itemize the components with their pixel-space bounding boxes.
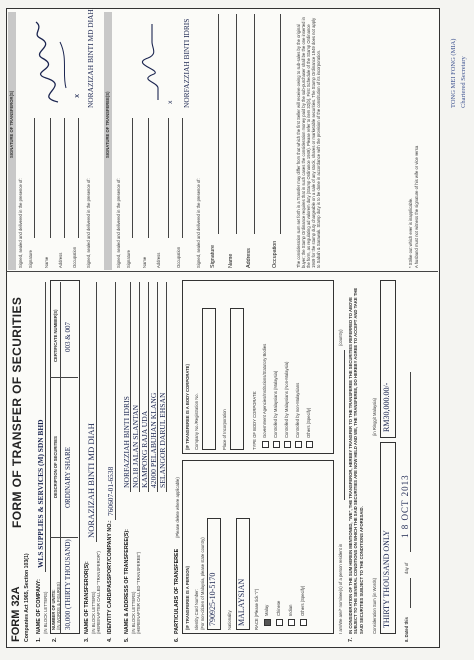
stamp-signer-name: TONG MEI FONG (MIA) — [450, 38, 457, 108]
transferor-name-value: NORAZIZAH BINTI MD DIAH — [86, 423, 96, 538]
witness-line-1 — [218, 14, 219, 234]
transferor-label: NAME OF TRANSFEROR(S): — [84, 561, 90, 634]
company-underline — [45, 282, 46, 572]
id-value: 760607-01-6538 — [106, 466, 115, 516]
company-label: NAME OF COMPANY: — [36, 579, 42, 634]
company-item-number: 1. — [36, 637, 42, 642]
units-value: 30,000 (THIRTY THOUSAND) — [64, 539, 72, 630]
transferor-signature-icon — [22, 18, 82, 108]
transferor-field-occupation: Occupation — [72, 246, 77, 268]
nationality-label: Nationality — [227, 610, 232, 630]
witness-field-signature: Signature — [210, 244, 216, 268]
type-non-malaysia-label: Controlled by Malaysians (Non-Malaysia) — [284, 361, 289, 438]
type-non-malaysians-label: Controlled by non-Malaysians — [295, 382, 300, 438]
race-indian-label: Indian — [288, 604, 293, 616]
consideration-sum-label: Consideration Sum (in Words) — [372, 577, 377, 634]
witness-field-name: Name — [228, 253, 234, 268]
place-label: Place of Incorporation — [222, 409, 227, 450]
race-malay-label: Malay — [264, 604, 269, 616]
transferee-field-occupation: Occupation — [176, 246, 181, 268]
transferee-line-1 — [130, 282, 131, 492]
ic-sublabel: (For non-citizen of Malaysia, please state country) — [200, 537, 205, 630]
type-non-malaysians-checkbox[interactable] — [295, 441, 302, 448]
date-value: 1 8 OCT 2013 — [400, 474, 410, 538]
type-others-label: Others (Specify) — [306, 407, 311, 438]
form-number: FORM 32A — [10, 586, 22, 642]
stamp-duty-note: The consideration sum set forth in a Transfer may differ from that which the first Seller will receive owing to sub-sales by the original buyer; the Stamp Ordinance requires that in such cases the consideration money paid by the sub-purchaser shall be the one inserted in the form, as regulating ad valorem duty (Stamp Ordinance 1949). Please refer to item 32(b), First Schedule of the Stamp Ordinance 1949 for the stamp duty chargeable on a sale of any stock, shares or marketable securities. The Stamp Ordinance 1949 does not apply to Sabah & Sarawak. Stamp duty is to be done in accordance with the provision of the constitution of its incorporation. — [296, 17, 322, 268]
company-sublabel: (IN BLOCK LETTERS) — [43, 591, 48, 634]
type-government-checkbox[interactable] — [262, 441, 269, 448]
transferor-underline — [96, 282, 97, 542]
consideration-figures-label: (in Ringgit Malaysia) — [372, 398, 377, 436]
witness-field-address: Address — [246, 248, 252, 268]
act-reference: Companies Act 1965, Section 103(1) — [24, 553, 30, 642]
transferor-item-number: 3. — [84, 637, 90, 642]
race-chinese-label: Chinese — [276, 600, 281, 616]
form-32a — [6, 8, 440, 648]
race-others-checkbox[interactable] — [300, 619, 307, 626]
dated-label: 8. Dated this — [404, 617, 409, 642]
type-others-checkbox[interactable] — [306, 441, 313, 448]
transferor-sublabel-2: (HEREINAFTER CALLED "TRANSFEROR") — [96, 551, 101, 634]
ic-label: Identity Card Number: — [194, 589, 199, 630]
type-label: TYPE OF BODY CORPORATE: — [252, 390, 257, 450]
transferor-field-name: Name — [44, 256, 49, 268]
certificate-value: 003 & 007 — [64, 322, 72, 352]
witness-line-2 — [236, 14, 237, 234]
transferee-line-5 — [166, 282, 167, 492]
transferee-witness-intro: Signed, sealed and delivered in the presence of: — [116, 178, 121, 268]
transferor-signatory-name: NORAZIZAH BINTI MD DIAH — [86, 9, 95, 108]
svg-text:x: x — [167, 100, 174, 104]
id-underline — [115, 282, 116, 520]
transferee-line-3 — [148, 282, 149, 492]
securities-col-units-sub: (IN WORDS & FIGURES) — [56, 582, 61, 630]
registration-field[interactable] — [202, 308, 216, 450]
witness-line-4 — [280, 14, 281, 234]
transferee-sig-line-1 — [132, 118, 133, 238]
securities-col-divider-1 — [50, 537, 78, 538]
id-label: IDENTITY CARD/PASSPORT/COMPANY NO.: — [107, 520, 113, 634]
transferor-witness-intro: Signed, sealed and delivered in the presence of: — [18, 178, 23, 268]
type-malaysia-checkbox[interactable] — [273, 441, 280, 448]
securities-item-number: 2. — [52, 637, 58, 642]
consideration-words-value: THIRTY THOUSAND ONLY — [382, 530, 391, 628]
nominee-country-label: (country) — [338, 329, 343, 346]
company-name-value: WLS SUPPLIES & SERVICES (M) SDN BHD — [36, 419, 45, 568]
transferee-field-address: Address — [156, 252, 161, 268]
type-malaysia-label: Controlled by Malaysians (Malaysia) — [273, 370, 278, 438]
consideration-figures-value: RM30,000.00/- — [382, 382, 391, 432]
transferor-sublabel: (IN BLOCK LETTERS) — [91, 591, 96, 634]
transferor-sig-line-2 — [50, 118, 51, 238]
transferee-line-4 — [157, 282, 158, 492]
race-others-label: Others (Specify) — [300, 585, 305, 616]
nominee-statement: I am/We are/* nominee(s) of a person resident in — [338, 543, 343, 634]
witness-restriction-note: A husband must not witness the signature of his wife or vice versa — [414, 145, 419, 268]
body-corporate-heading: (IF TRANSFEREE IS A BODY CORPORATE) — [185, 364, 190, 450]
transferor-signature-heading: SIGNATURE OF TRANSFEROR(S) — [9, 90, 14, 158]
transferee-address-line-1: NORFAZZIAH BINTI IDRIS — [122, 396, 131, 488]
transferee-label: NAME & ADDRESS OF TRANSFEREE(S): — [124, 529, 130, 634]
transferee-item-number: 5. — [124, 637, 130, 642]
witness-field-occupation: Occupation — [272, 240, 278, 268]
transferor-sig-line-1 — [34, 118, 35, 238]
particulars-sublabel: (Please delete where applicable) — [175, 477, 180, 538]
securities-col-certificate: CERTIFICATE NUMBER(S) — [53, 309, 58, 362]
transferee-sig-line-4 — [182, 118, 183, 238]
race-malay-checkbox[interactable] — [264, 619, 271, 626]
transferee-signature-icon — [118, 18, 178, 108]
person-heading: (IF TRANSFEREE IS A PERSON) — [185, 566, 190, 630]
particulars-item-number: 6. — [174, 637, 180, 642]
ic-value: 790925-10-5170 — [208, 572, 217, 626]
particulars-label: PARTICULARS OF TRANSFEREE — [174, 548, 180, 634]
transferee-signatory-name: NORFAZZIAH BINTI IDRIS — [182, 18, 191, 108]
consideration-item-number: 7. — [348, 637, 354, 642]
transferor-sig-line-3 — [64, 118, 65, 238]
transferee-sublabel: (IN BLOCK LETTERS) — [131, 591, 136, 634]
transferee-sublabel-2: (HEREINAFTER CALLED "TRANSFEREE") — [136, 551, 141, 634]
nominee-country-line — [344, 350, 345, 500]
race-label: RACE (Please tick "/") — [254, 588, 259, 630]
stamp-signer-role: Chartered Secretary — [460, 56, 467, 108]
place-field[interactable] — [230, 308, 244, 450]
signature-column-divider — [6, 271, 438, 272]
date-line — [410, 372, 411, 552]
transferee-line-2 — [139, 282, 140, 492]
svg-text:x: x — [73, 93, 81, 98]
registration-label: Company No./Registration No. — [194, 393, 199, 450]
transferee-field-name: Name — [142, 256, 147, 268]
dated-day-line — [410, 578, 411, 608]
transferee-sig-line-2 — [148, 118, 149, 238]
securities-col-units: NUMBER OF UNITS: — [51, 589, 56, 630]
type-government-label: Government Agencies/Institutions/Statutory Bodies — [262, 343, 267, 438]
consideration-text: IN CONSIDERATION OF THE SUM HEREIN MENTIONED, "WE", THE TRANSFEROR, HEREBY TRANSFER TO THE TRANSFEREE THE SECURITIES REFERRED TO ABOVE SUBJECT TO THE SEVERAL CONDITIONS ON WHICH THE SAID SECURITIES ARE NOW HELD AND WE, THE TRANSFEREE, DO HEREBY AGREE TO ACCEPT AND TAKE THE SAID SECURITIES SUBJECT TO THE CONDITIONS AFORESAID. — [348, 287, 364, 634]
transferor-witness-intro-2: Signed, sealed and delivered in the presence of: — [86, 178, 91, 268]
form-title: FORM OF TRANSFER OF SECURITIES — [10, 296, 24, 528]
race-chinese-checkbox[interactable] — [276, 619, 283, 626]
transferor-field-signature: Signature — [28, 250, 33, 268]
transferee-address-line-3: KAMPONG RAJA UDA — [140, 410, 149, 488]
transferee-sig-line-3 — [168, 118, 169, 238]
transferor-sig-line-4 — [78, 118, 79, 238]
day-of-label: day of — [404, 562, 409, 574]
witness-line-3 — [254, 14, 255, 234]
transferee-address-line-4: 42000 PELABUHAN KLANG — [149, 392, 158, 488]
description-value: ORDINARY SHARE — [64, 447, 72, 508]
witness-intro: Signed, sealed and delivered in the presence of: — [196, 178, 201, 268]
transferee-signature-heading: SIGNATURE OF TRANSFEREE(S) — [105, 91, 110, 158]
securities-col-divider-2 — [50, 377, 78, 378]
transferee-address-line-2: NO.18 JALAN SLANTAN — [131, 404, 140, 488]
type-non-malaysia-checkbox[interactable] — [284, 441, 291, 448]
race-indian-checkbox[interactable] — [288, 619, 295, 626]
transferor-field-address: Address — [58, 252, 63, 268]
securities-col-description: DESCRIPTION OF SECURITIES — [53, 436, 58, 498]
transferee-field-signature: Signature — [126, 250, 131, 268]
transferee-address-line-5: SELANGOR DARUL EHSAN — [158, 392, 167, 488]
nationality-value: MALAYSIAN — [237, 578, 246, 626]
id-item-number: 4. — [107, 637, 113, 642]
strike-out-note: * Strike out which ever is inapplicable. — [408, 197, 413, 268]
